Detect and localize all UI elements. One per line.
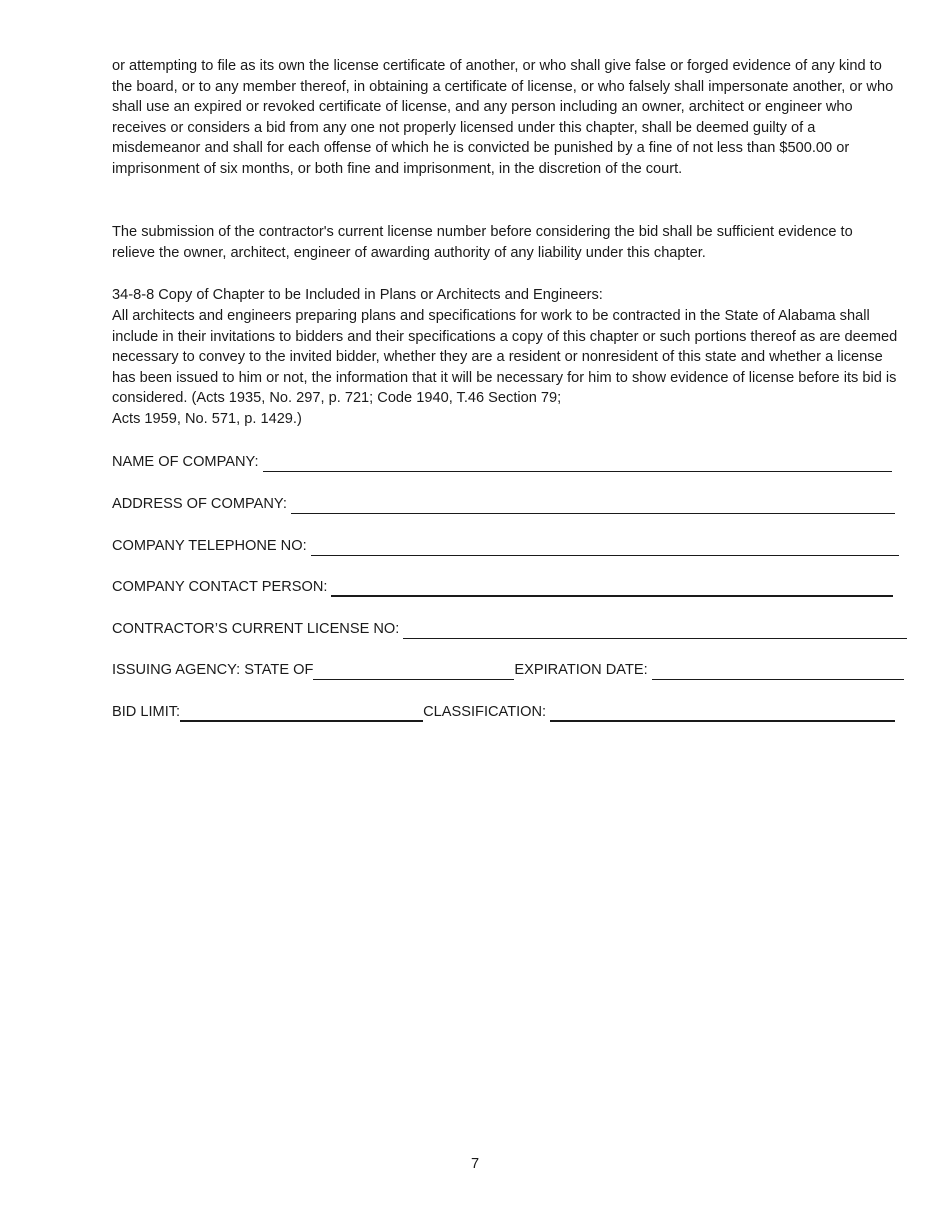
company-address-label: ADDRESS OF COMPANY: bbox=[112, 496, 287, 512]
field-company-name bbox=[112, 450, 892, 472]
issuing-agency-label: ISSUING AGENCY: STATE OF bbox=[112, 662, 314, 678]
field-issuing-agency bbox=[112, 658, 904, 680]
company-name-line[interactable] bbox=[263, 455, 892, 472]
bid-limit-line[interactable] bbox=[180, 704, 423, 722]
issuing-state-line[interactable] bbox=[313, 663, 514, 680]
expiration-date-label: EXPIRATION DATE: bbox=[514, 662, 648, 678]
classification-label: CLASSIFICATION: bbox=[423, 704, 547, 720]
field-bid-limit bbox=[112, 700, 895, 722]
page-number: 7 bbox=[470, 1156, 480, 1172]
license-no-line[interactable] bbox=[403, 622, 907, 639]
company-phone-label: COMPANY TELEPHONE NO: bbox=[112, 538, 307, 554]
paragraph-penalty: or attempting to file as its own the license certificate of another, or who shall give false or forged evidence of any kind to the board, or to any member thereof, in obtaining a certificate of license, or who falsely shall impersonate another, or who shall use an expired or revoked certificate of license, and any person including an owner, architect or engineer who receives or considers a bid from any one not properly licensed under this chapter, shall be deemed guilty of a misdemeanor and shall for each offense of which he is convicted be punished by a fine of not less than $500.00 or imprisonment of six months, or both fine and imprisonment, in the discretion of the court. bbox=[112, 58, 894, 177]
company-phone-line[interactable] bbox=[311, 539, 899, 556]
company-address-line[interactable] bbox=[291, 497, 895, 514]
paragraph-license-submission: The submission of the contractor's current license number before considering the bid shall be sufficient evidence to relieve the owner, architect, engineer of awarding authority of any liability under this chapter. bbox=[112, 224, 853, 261]
expiration-date-line[interactable] bbox=[652, 663, 904, 680]
field-company-phone bbox=[112, 534, 899, 556]
license-no-label: CONTRACTOR’S CURRENT LICENSE NO: bbox=[112, 621, 400, 637]
field-company-contact bbox=[112, 575, 893, 597]
classification-line[interactable] bbox=[550, 704, 895, 722]
company-contact-label: COMPANY CONTACT PERSON: bbox=[112, 579, 328, 595]
paragraph-architects-engineers: All architects and engineers preparing plans and specifications for work to be contracted in the State of Alabama shall include in their invitations to bidders and their specifications a copy of this chapter or such portions thereof as are deemed necessary to convey to the invited bidder, whether they are a resident or nonresident of this state and whether a license has been issued to him or not, the information that it will be necessary for him to show evidence of license before its bid is considered. (Acts 1935, No. 297, p. 721; Code 1940, T.46 Section 79; bbox=[112, 308, 898, 407]
field-license-no bbox=[112, 617, 907, 639]
paragraph-acts-citation: Acts 1959, No. 571, p. 1429.) bbox=[112, 411, 302, 427]
section-heading-34-8-8: 34-8-8 Copy of Chapter to be Included in Plans or Architects and Engineers: bbox=[112, 287, 603, 303]
company-contact-line[interactable] bbox=[331, 579, 893, 597]
company-name-label: NAME OF COMPANY: bbox=[112, 454, 259, 470]
field-company-address bbox=[112, 492, 895, 514]
bid-limit-label: BID LIMIT: bbox=[112, 704, 181, 720]
